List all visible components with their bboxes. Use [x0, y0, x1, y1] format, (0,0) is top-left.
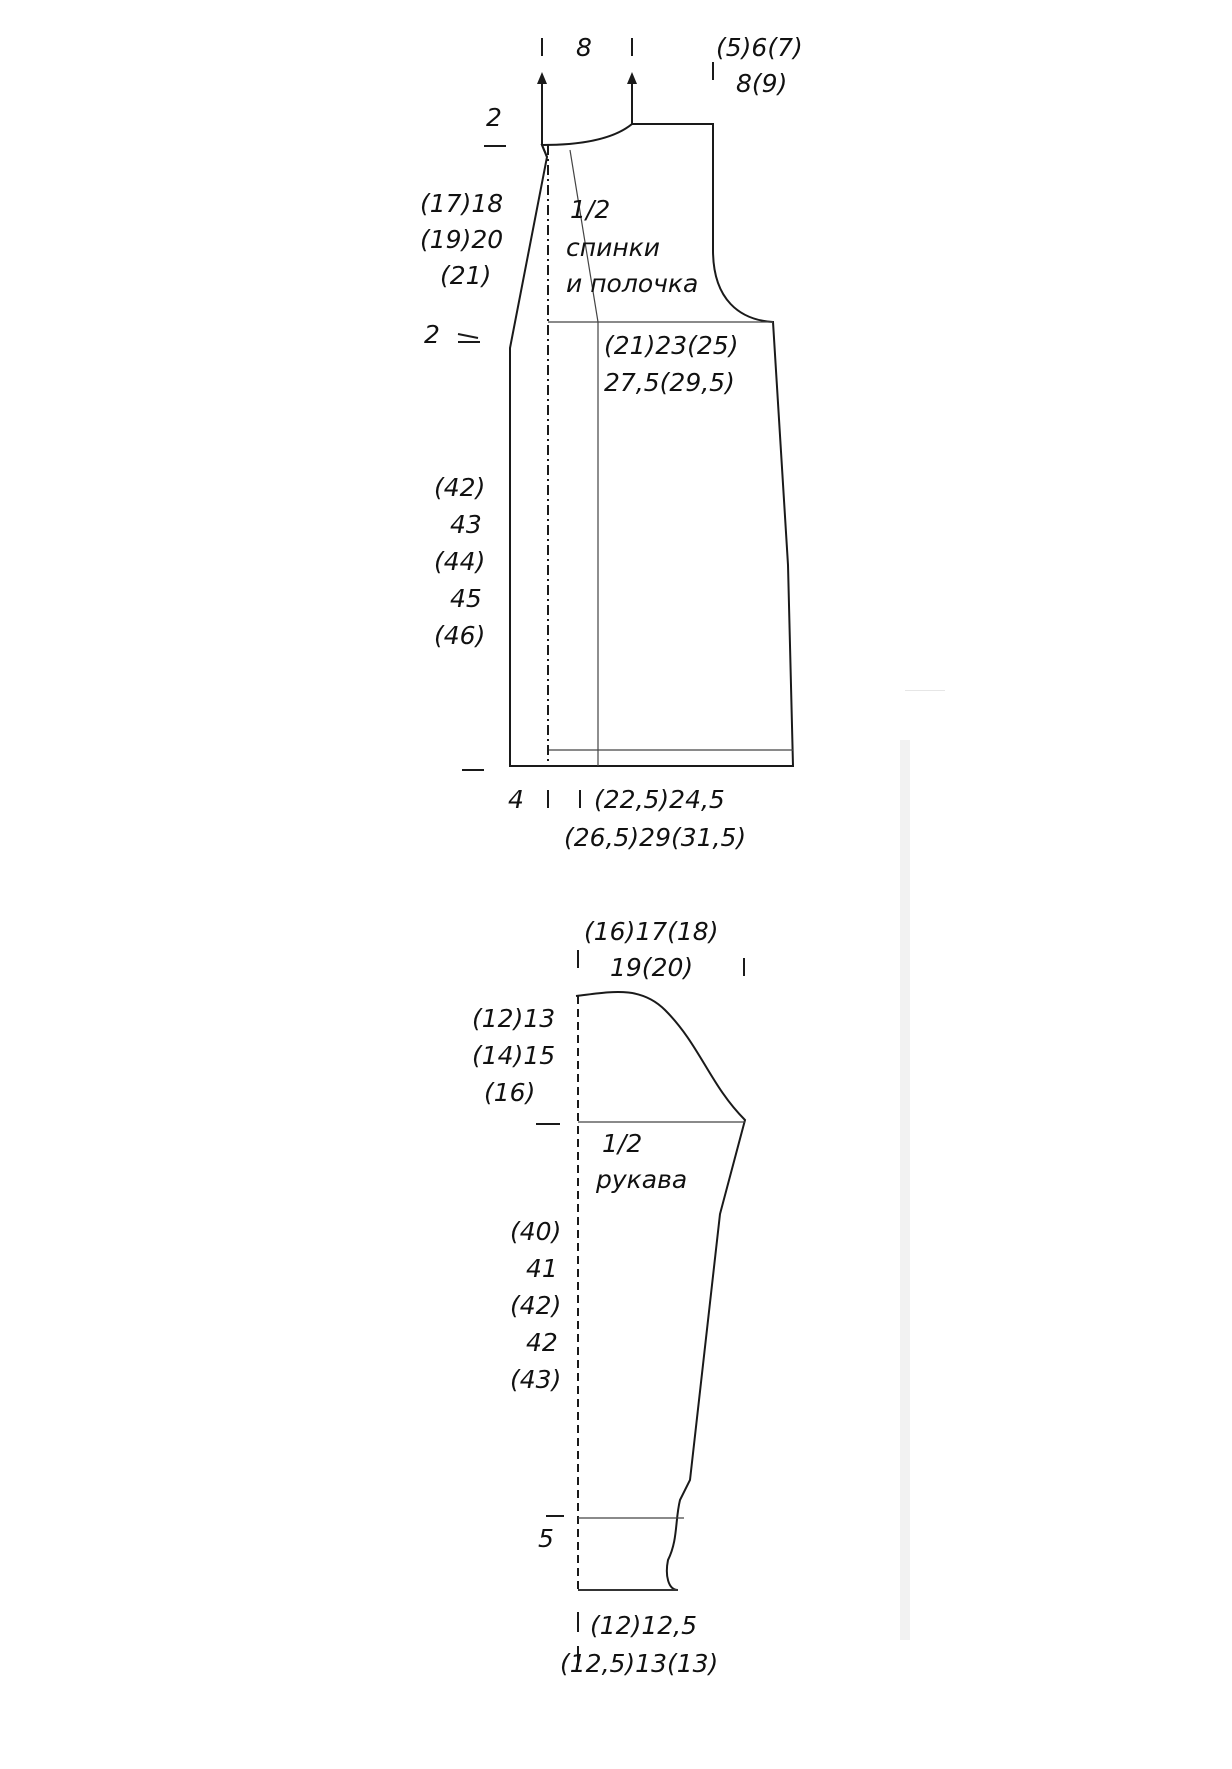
sleeve-cap-height-label-1: (12)13: [472, 1004, 556, 1033]
sleeve-piece: [472, 917, 745, 1678]
sleeve-bottom-width-label-1: (12)12,5: [590, 1611, 697, 1640]
sleeve-length-label-1: (40): [510, 1217, 562, 1246]
body-length-label-3: (44): [434, 547, 486, 576]
body-title-fraction: 1/2: [570, 195, 611, 224]
neck-width-label: 8: [576, 33, 592, 62]
body-title-line-2: и полочка: [566, 269, 699, 298]
sleeve-top-width-label-1: (16)17(18): [584, 917, 719, 946]
sleeve-cap-height-label-2: (14)15: [472, 1041, 556, 1070]
body-length-label-5: (46): [434, 621, 486, 650]
armhole-height-label-1: (17)18: [420, 189, 504, 218]
arrow-up-icon: [627, 72, 637, 84]
shoulder-line: [542, 145, 547, 157]
sleeve-cap-height-label-3: (16): [484, 1078, 536, 1107]
armhole-height-label-2: (19)20: [420, 225, 504, 254]
chest-width-label-1: (21)23(25): [604, 331, 739, 360]
sleeve-length-label-5: (43): [510, 1365, 562, 1394]
sleeve-length-label-4: 42: [526, 1328, 558, 1357]
arrow-up-icon: [537, 72, 547, 84]
cuff-height-label: 5: [538, 1524, 554, 1553]
sleeve-top-width-label-2: 19(20): [610, 953, 694, 982]
neck-depth-label: 2: [486, 103, 502, 132]
armhole-height-label-3: (21): [440, 261, 492, 290]
hem-offset-label: 4: [508, 785, 524, 814]
shoulder-width-label-2: 8(9): [736, 69, 788, 98]
body-length-label-1: (42): [434, 473, 486, 502]
bottom-width-label-2: (26,5)29(31,5): [564, 823, 747, 852]
shoulder-width-label-1: (5)6(7): [716, 33, 803, 62]
sleeve-bottom-width-label-2: (12,5)13(13): [560, 1649, 719, 1678]
body-piece: [420, 33, 803, 852]
body-length-label-2: 43: [450, 510, 482, 539]
body-length-label-4: 45: [450, 584, 482, 613]
bleed-through-texture: [900, 690, 945, 1640]
sleeve-outline: [576, 992, 745, 1590]
body-title-line-1: спинки: [566, 233, 661, 262]
bottom-width-label-1: (22,5)24,5: [594, 785, 725, 814]
sleeve-length-label-3: (42): [510, 1291, 562, 1320]
body-outline: [510, 124, 793, 766]
sleeve-title-line: рукава: [596, 1165, 688, 1194]
armhole-bind-off-label: 2: [424, 320, 440, 349]
sleeve-title-fraction: 1/2: [602, 1129, 643, 1158]
sleeve-length-label-2: 41: [526, 1254, 558, 1283]
tick-mark: [458, 334, 478, 338]
chest-width-label-2: 27,5(29,5): [604, 368, 735, 397]
